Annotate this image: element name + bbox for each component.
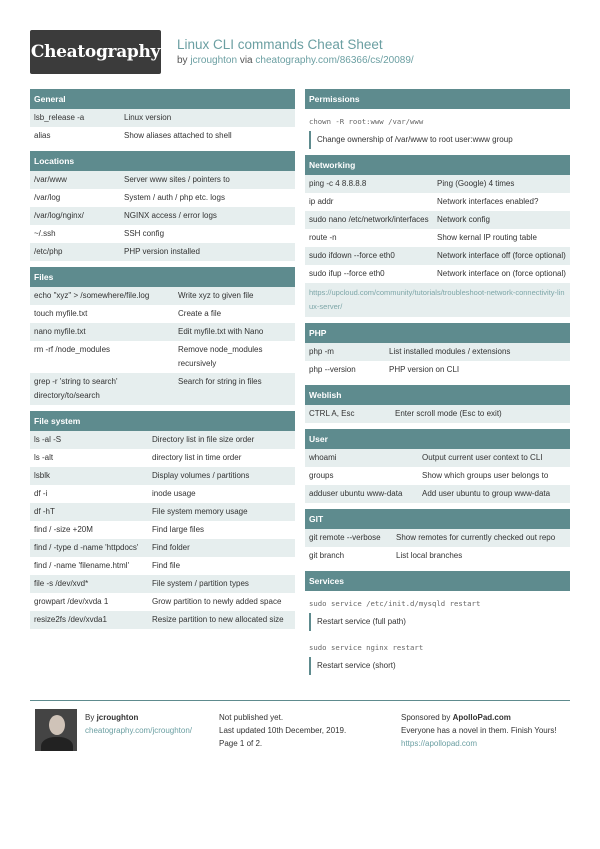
table-row xyxy=(305,247,570,265)
sponsor-tagline: Everyone has a novel in them. Finish Yours! xyxy=(401,726,557,735)
section-title: Locations xyxy=(30,151,295,171)
avatar-head-shape xyxy=(49,715,65,735)
table-row xyxy=(30,521,295,539)
command: ip addr xyxy=(309,197,334,206)
last-updated: Last updated 10th December, 2019. xyxy=(219,726,347,735)
table-row xyxy=(305,229,570,247)
description: Restart service (short) xyxy=(309,657,566,675)
description: Directory list in file size order xyxy=(152,435,255,444)
table-row xyxy=(305,211,570,229)
table-row xyxy=(305,265,570,283)
table-row xyxy=(30,485,295,503)
table-row xyxy=(30,243,295,261)
command: lsb_release -a xyxy=(34,113,85,122)
table-row xyxy=(305,343,570,361)
table-row xyxy=(30,171,295,189)
sponsored-label: Sponsored by xyxy=(401,713,451,722)
command: route -n xyxy=(309,233,337,242)
description: Display volumes / partitions xyxy=(152,471,250,480)
description: System / auth / php etc. logs xyxy=(124,193,225,202)
table-row xyxy=(305,405,570,423)
table-row xyxy=(305,485,570,503)
table-row xyxy=(305,193,570,211)
table-row xyxy=(305,529,570,547)
command: find / -size +20M xyxy=(34,525,93,534)
description: Linux version xyxy=(124,113,172,122)
by-label: By xyxy=(85,713,95,722)
section-general xyxy=(30,89,295,145)
description: Find file xyxy=(152,561,181,570)
command: CTRL A, Esc xyxy=(309,409,355,418)
description: Server www sites / pointers to xyxy=(124,175,230,184)
command: php -m xyxy=(309,347,334,356)
section-title: Services xyxy=(305,571,570,591)
command: df -hT xyxy=(34,507,55,516)
section-user xyxy=(305,429,570,503)
command: touch myfile.txt xyxy=(34,309,88,318)
author-avatar[interactable] xyxy=(35,709,77,751)
description: Output current user context to CLI xyxy=(422,453,543,462)
description: directory list in time order xyxy=(152,453,242,462)
section-git xyxy=(305,509,570,565)
table-row xyxy=(305,175,570,193)
description: inode usage xyxy=(152,489,196,498)
command: ping -c 4 8.8.8.8 xyxy=(309,179,367,188)
command: find / -type d -name 'httpdocs' xyxy=(34,543,139,552)
description: Change ownership of /var/www to root user:www group xyxy=(309,131,566,149)
page-number: Page 1 of 2. xyxy=(219,739,263,748)
sponsor-link[interactable]: https://apollopad.com xyxy=(401,739,478,748)
table-row xyxy=(30,109,295,127)
page-title: Linux CLI commands Cheat Sheet xyxy=(177,37,383,52)
command: growpart /dev/xvda 1 xyxy=(34,597,109,606)
command: alias xyxy=(34,131,51,140)
table-row xyxy=(30,431,295,449)
command: find / -name 'filename.html' xyxy=(34,561,130,570)
table-row xyxy=(30,225,295,243)
command: nano myfile.txt xyxy=(34,327,86,336)
command: /var/www xyxy=(34,175,67,184)
description: List installed modules / extensions xyxy=(389,347,511,356)
right-column xyxy=(305,89,570,681)
cheatography-logo[interactable]: Cheatography xyxy=(30,30,161,74)
section-title: Files xyxy=(30,267,295,287)
description: PHP version installed xyxy=(124,247,200,256)
table-row xyxy=(30,189,295,207)
section-title: General xyxy=(30,89,295,109)
published-status: Not published yet. xyxy=(219,713,284,722)
left-column xyxy=(30,89,295,635)
command: sudo ifdown --force eth0 xyxy=(309,251,395,260)
description: Show remotes for currently checked out repo xyxy=(396,533,556,542)
section-title: GIT xyxy=(305,509,570,529)
description: File system memory usage xyxy=(152,507,248,516)
description: Remove node_modules recursively xyxy=(178,345,263,368)
footer-sponsor xyxy=(401,711,566,750)
description: Grow partition to newly added space xyxy=(152,597,282,606)
description: Network interface off (force optional) xyxy=(437,251,566,260)
command: grep -r 'string to search' directory/to/search xyxy=(34,377,118,400)
description: Search for string in files xyxy=(178,377,262,386)
table-row xyxy=(30,341,295,373)
command: file -s /dev/xvd* xyxy=(34,579,89,588)
sheet-url-link[interactable]: cheatography.com/86366/cs/20089/ xyxy=(255,55,414,66)
command: sudo ifup --force eth0 xyxy=(309,269,385,278)
section-title: User xyxy=(305,429,570,449)
section-file-system xyxy=(30,411,295,629)
section-php xyxy=(305,323,570,379)
via-label: via xyxy=(239,55,253,66)
description: Resize partition to new allocated size xyxy=(152,615,284,624)
table-row xyxy=(30,449,295,467)
command: chown -R root:www /var/www xyxy=(309,117,424,126)
description: Show which groups user belongs to xyxy=(422,471,549,480)
footer-author xyxy=(85,711,215,737)
table-row xyxy=(30,575,295,593)
table-row xyxy=(30,611,295,629)
table-row xyxy=(30,305,295,323)
table-row xyxy=(30,207,295,225)
table-row xyxy=(30,373,295,405)
command: ls -alt xyxy=(34,453,54,462)
description: Show aliases attached to shell xyxy=(124,131,232,140)
command: lsblk xyxy=(34,471,51,480)
command: df -i xyxy=(34,489,48,498)
table-row xyxy=(30,127,295,145)
command: git remote --verbose xyxy=(309,533,381,542)
command: sudo nano /etc/network/interfaces xyxy=(309,215,429,224)
description: Restart service (full path) xyxy=(309,613,566,631)
section-services xyxy=(305,571,570,675)
table-row xyxy=(30,287,295,305)
command: sudo service /etc/init.d/mysqld restart xyxy=(309,599,481,608)
description: Find large files xyxy=(152,525,205,534)
sponsor-name[interactable]: ApolloPad.com xyxy=(452,713,511,722)
command: whoami xyxy=(309,453,337,462)
section-weblish xyxy=(305,385,570,423)
description: Enter scroll mode (Esc to exit) xyxy=(395,409,502,418)
table-row xyxy=(305,467,570,485)
command: groups xyxy=(309,471,334,480)
command: git branch xyxy=(309,551,345,560)
description: SSH config xyxy=(124,229,165,238)
description: Find folder xyxy=(152,543,190,552)
command: /etc/php xyxy=(34,247,63,256)
reference-link[interactable]: https://upcloud.com/community/tutorials/troubleshoot-network-connectivity-linux-server/ xyxy=(305,283,570,317)
header xyxy=(30,30,570,76)
footer-author-link[interactable]: cheatography.com/jcroughton/ xyxy=(85,726,193,735)
section-title: Networking xyxy=(305,155,570,175)
section-networking xyxy=(305,155,570,317)
section-files xyxy=(30,267,295,405)
command: rm -rf /node_modules xyxy=(34,345,111,354)
section-permissions xyxy=(305,89,570,149)
description: Show kernal IP routing table xyxy=(437,233,537,242)
command: ~/.ssh xyxy=(34,229,56,238)
description: Network config xyxy=(437,215,490,224)
description: Write xyz to given file xyxy=(178,291,254,300)
description: Add user ubuntu to group www-data xyxy=(422,489,551,498)
command: sudo service nginx restart xyxy=(309,643,424,652)
description: Ping (Google) 4 times xyxy=(437,179,515,188)
command: /var/log/nginx/ xyxy=(34,211,84,220)
command: echo "xyz" > /somewhere/file.log xyxy=(34,291,150,300)
description: Network interface on (force optional) xyxy=(437,269,566,278)
description: Edit myfile.txt with Nano xyxy=(178,327,264,336)
table-row xyxy=(30,539,295,557)
section-title: PHP xyxy=(305,323,570,343)
table-row xyxy=(30,467,295,485)
description: PHP version on CLI xyxy=(389,365,460,374)
table-row xyxy=(30,503,295,521)
command: /var/log xyxy=(34,193,61,202)
table-row xyxy=(305,449,570,467)
command: resize2fs /dev/xvda1 xyxy=(34,615,107,624)
command: adduser ubuntu www-data xyxy=(309,489,403,498)
table-row xyxy=(30,323,295,341)
section-title: File system xyxy=(30,411,295,431)
description: Create a file xyxy=(178,309,222,318)
section-title: Permissions xyxy=(305,89,570,109)
section-locations xyxy=(30,151,295,261)
author-link[interactable]: jcroughton xyxy=(190,55,238,66)
command: ls -al -S xyxy=(34,435,62,444)
table-row xyxy=(30,593,295,611)
table-row xyxy=(30,557,295,575)
avatar-body-shape xyxy=(41,737,73,751)
footer-author-name[interactable]: jcroughton xyxy=(96,713,139,722)
footer xyxy=(30,700,570,770)
description: NGINX access / error logs xyxy=(124,211,217,220)
by-label: by xyxy=(177,55,188,66)
table-row xyxy=(305,547,570,565)
description: Network interfaces enabled? xyxy=(437,197,539,206)
section-title: Weblish xyxy=(305,385,570,405)
table-row xyxy=(305,361,570,379)
description: File system / partition types xyxy=(152,579,249,588)
command: php --version xyxy=(309,365,356,374)
byline xyxy=(177,55,414,66)
description: List local branches xyxy=(396,551,463,560)
footer-meta xyxy=(219,711,394,750)
